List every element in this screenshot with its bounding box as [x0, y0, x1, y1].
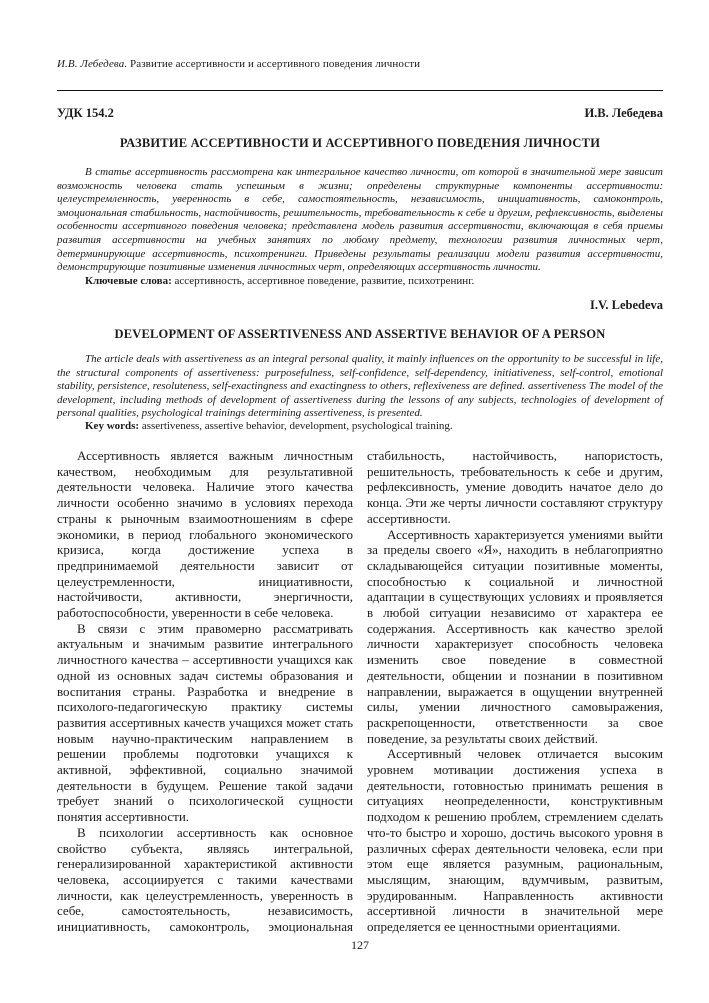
keywords-en-label: Key words: — [85, 420, 140, 432]
running-header-author: И.В. Лебедева. — [57, 58, 128, 70]
keywords-en-text: assertiveness, assertive behavior, development, psychological training. — [139, 420, 453, 432]
page-number: 127 — [351, 938, 369, 952]
keywords-ru-label: Ключевые слова: — [85, 275, 172, 287]
abstract-ru: В статье ассертивность рассмотрена как интегральное качество личности, от которой в значительной мере зависит возможность человека стать успешным в жизни; определены структурные компоненты ассертивности: целеустремленность, уверенность в себе, самостоятельность, независимость, инициативность, самоконтроль, эмоциональная стабильность, настойчивость, решительность, требовательность к себе и другим, рефлексивность, выделены особенности ассертивного поведения человека; представлена модель развития ассертивности, включающая в себя приемы развития ассертивности на учебных занятиях по любому предмету, технологии развития личностных черт, детерминирующие ассертивность, психотренинги. Приведены результаты реализации модели развития ассертивности, демонстрирующие позитивные изменения личностных черт, определяющих ассертивность личности. — [57, 166, 663, 274]
header-rule — [57, 90, 663, 91]
keywords-en — [57, 420, 663, 432]
running-header — [57, 58, 663, 70]
body-paragraph: В связи с этим правомерно рассматривать актуальным и значимым развитие интегрального личностного качества – ассертивности учащихся как одной из основных задач системы образования и воспитания страны. Разработка и внедрение в психолого-педагогическую практику системы развития ассертивных качеств учащихся может стать новым научно-практическим направлением в решении проблемы подготовки учащихся к активной, эффективной, социально значимой деятельности в будущем. Решение такой задачи требует знаний о психологической сущности понятия ассертивности. — [57, 620, 353, 825]
keywords-ru-text: ассертивность, ассертивное поведение, развитие, психотренинг. — [171, 275, 475, 287]
abstract-en: The article deals with assertiveness as an integral personal quality, it mainly influences on the opportunity to be successful in life, the structural components of assertiveness: purposefulness, self-confidence, self-dependency, initiativeness, self-control, emotional stability, persistence, resoluteness, self-exactingness and exactingness to others, reflexiveness are defined. assertiveness The model of the development, including methods of development of assertiveness during the lessons of any subjects, technologies of development of personal qualities, psychological trainings determining assertiveness, is presented. — [57, 353, 663, 420]
author-name-en: I.V. Lebedeva — [589, 298, 663, 312]
article-body-two-columns — [57, 448, 663, 938]
author-name-ru: И.В. Лебедева — [584, 106, 663, 120]
keywords-ru — [57, 275, 663, 287]
article-page — [57, 0, 663, 1003]
body-paragraph: Ассертивность характеризуется умениями выйти за пределы своего «Я», находить в неблагоприятно складывающейся ситуации позитивные моменты, способностью к социальной и личностной адаптации в существующих условиях и проявляется в любой ситуации независимо от характера ее содержания. Ассертивность как качество зрелой личности характеризует способность человека изменить свое поведение в совместной деятельности, общении и познании в позитивном направлении, выражается в ощущении внутренней силы, умении личностного самовыражения, раскрепощенности, ответственности за свое поведение, за результаты своих действий. — [367, 526, 663, 746]
body-paragraph: В психологии ассертивность как основное свойство субъекта, являясь интегральной, генерализированной характеристикой активности человека, ассоциируется с такими качествами личности, как целеустремленность, уверенность в себе, самостоятельность, независимость, инициативность, самоконтроль, эмоциональная стабильность, настойчивость, напористость, решительность, требовательность к себе и другим, рефлексивность, умение доводить начатое дело до конца. Эти же черты личности составляют структуру ассертивности. — [57, 448, 663, 935]
udc-row — [57, 106, 663, 121]
article-title-en: DEVELOPMENT OF ASSERTIVENESS AND ASSERTIVE BEHAVIOR OF A PERSON — [114, 327, 606, 341]
body-paragraph: Ассертивный человек отличается высоким уровнем мотивации достижения успеха в деятельности, готовностью принимать решения в ситуациях неопределенности, конструктивным подходом к решению проблем, стремлением сделать что-то быстро и хорошо, достичь высокого уровня в различных сферах деятельности человека, если при этом еще является разумным, рациональным, мыслящим, знающим, вдумчивым, развитым, эрудированным. Направленность активности ассертивной личности в значительной мере определяется ее ценностными ориентациями. — [367, 746, 663, 935]
article-title-ru: РАЗВИТИЕ АССЕРТИВНОСТИ И АССЕРТИВНОГО ПОВЕДЕНИЯ ЛИЧНОСТИ — [119, 136, 601, 150]
body-paragraph: Ассертивность является важным личностным качеством, необходимым для результативной деятельности человека. Наличие этого качества личности особенно значимо в условиях перехода страны к рыночным взаимоотношениям в сфере экономики, в период глобального экономического кризиса, когда достижение успеха в предпринимаемой деятельности зависит от целеустремленности, инициативности, настойчивости, активности, энергичности, работоспособности, уверенности в себе человека. — [57, 448, 353, 621]
udc-code: УДК 154.2 — [57, 106, 114, 120]
running-header-title: Развитие ассертивности и ассертивного поведения личности — [127, 58, 421, 70]
